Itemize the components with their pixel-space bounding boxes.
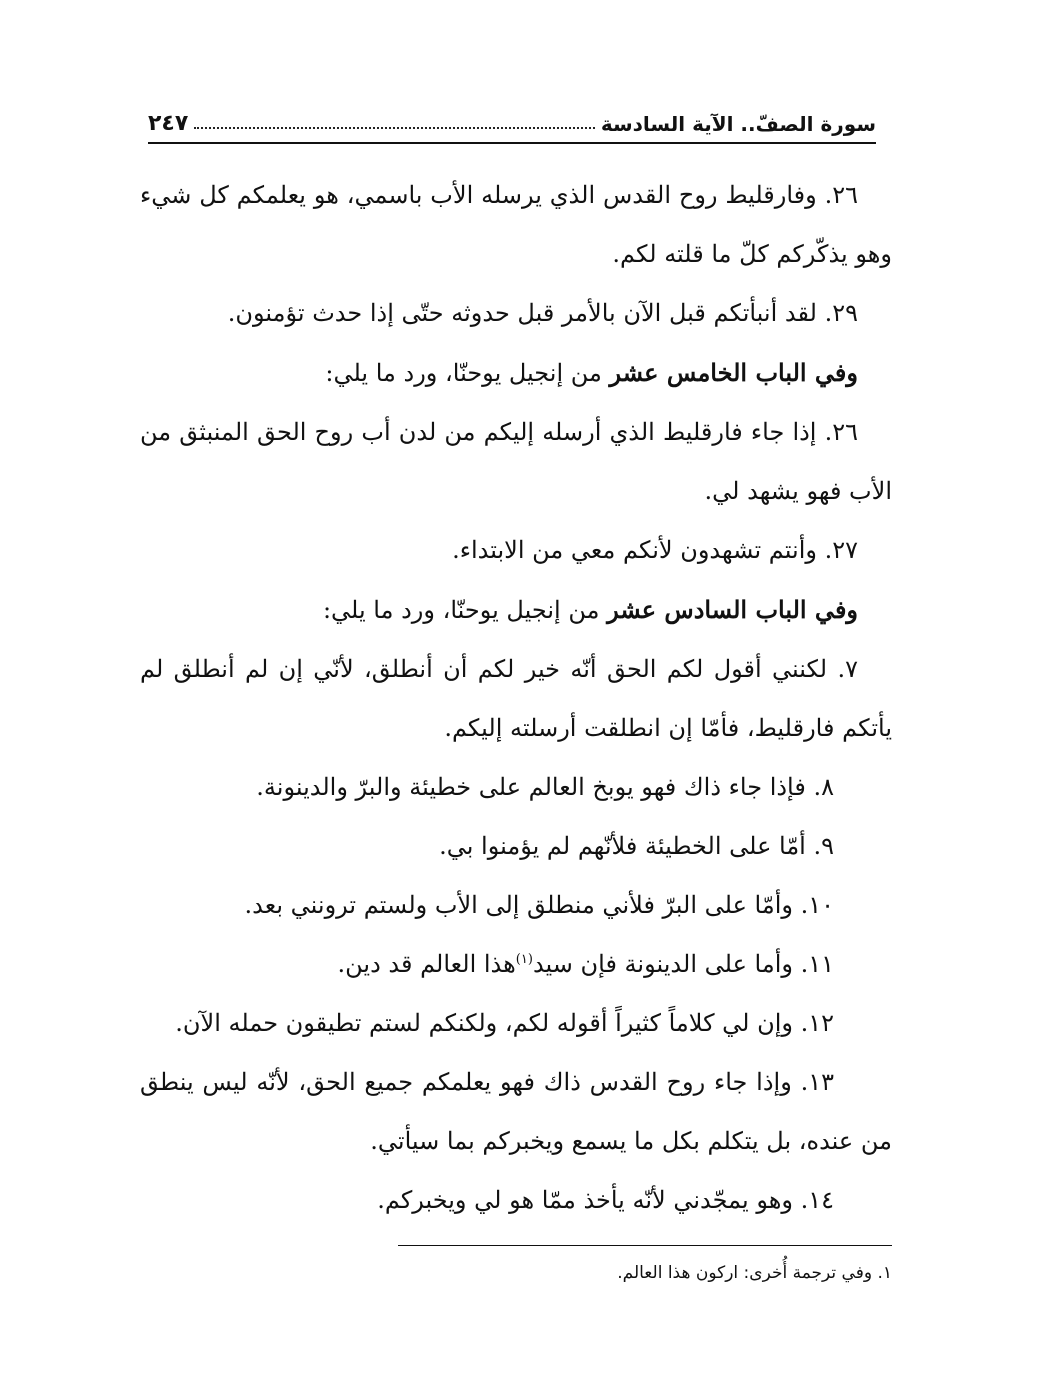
verse-paragraph: ٧. لكنني أقول لكم الحق أنّه خير لكم أن أنطلق، لأنّي إن لم أنطلق لم يأتكم فارقليط، فأمّا إن انطلقت أرسلته إليكم.: [140, 655, 892, 742]
verse-paragraph: ٩. أمّا على الخطيئة فلأنّهم لم يؤمنوا بي.: [439, 832, 834, 860]
verse-paragraph: [140, 935, 892, 994]
verse-text-before-ref: ١١. وأما على الدينونة فإن سيد: [532, 950, 834, 978]
header-dot-leader: [194, 126, 595, 129]
footnote-rule: [398, 1245, 892, 1246]
chapter-intro: [140, 343, 892, 403]
chapter-intro-rest: من إنجيل يوحنّا، ورد ما يلي:: [322, 596, 608, 624]
page-number: ٢٤٧: [148, 111, 189, 136]
chapter-heading-bold: وفي الباب السادس عشر: [607, 595, 858, 624]
verse-paragraph: ٨. فإذا جاء ذاك فهو يوبخ العالم على خطيئة والبرّ والدينونة.: [256, 773, 834, 801]
verse-paragraph: ٢٧. وأنتم تشهدون لأنكم معي من الابتداء.: [452, 536, 858, 564]
verse-paragraph: ١٤. وهو يمجّدني لأنّه يأخذ ممّا هو لي ويخبركم.: [377, 1186, 834, 1214]
verse-paragraph: ٢٩. لقد أنبأتكم قبل الآن بالأمر قبل حدوثه حتّى إذا حدث تؤمنون.: [227, 299, 858, 327]
verse-paragraph: ١٣. وإذا جاء روح القدس ذاك فهو يعلمكم جميع الحق، لأنّه ليس ينطق من عنده، بل يتكلم بكل ما يسمع ويخبركم بما سيأتي.: [140, 1068, 892, 1155]
verse-paragraph: ١٠. وأمّا على البرّ فلأني منطلق إلى الأب ولستم ترونني بعد.: [244, 891, 834, 919]
chapter-intro-rest: من إنجيل يوحنّا، ورد ما يلي:: [325, 359, 610, 387]
verse-text-after-ref: هذا العالم قد دين.: [337, 950, 516, 978]
chapter-intro: [140, 580, 892, 640]
footnote-reference[interactable]: (١): [515, 952, 533, 967]
verse-paragraph: ٢٦. وفارقليط روح القدس الذي يرسله الأب باسمي، هو يعلمكم كل شيء وهو يذكّركم كلّ ما قلته لكم.: [140, 181, 892, 268]
footnote: ١. وفي ترجمة أُخرى: اركون هذا العالم.: [617, 1263, 892, 1283]
body-text: [140, 166, 892, 1230]
chapter-heading-bold: وفي الباب الخامس عشر: [609, 358, 858, 387]
verse-paragraph: ١٢. وإن لي كلاماً كثيراً أقوله لكم، ولكنكم لستم تطيقون حمله الآن.: [175, 1009, 834, 1037]
verse-paragraph: ٢٦. إذا جاء فارقليط الذي أرسله إليكم من لدن أب روح الحق المنبثق من الأب فهو يشهد لي.: [140, 418, 892, 505]
header-rule: [148, 142, 876, 144]
running-header: [148, 96, 876, 136]
header-title: سورة الصفّ.. الآية السادسة: [600, 112, 876, 136]
